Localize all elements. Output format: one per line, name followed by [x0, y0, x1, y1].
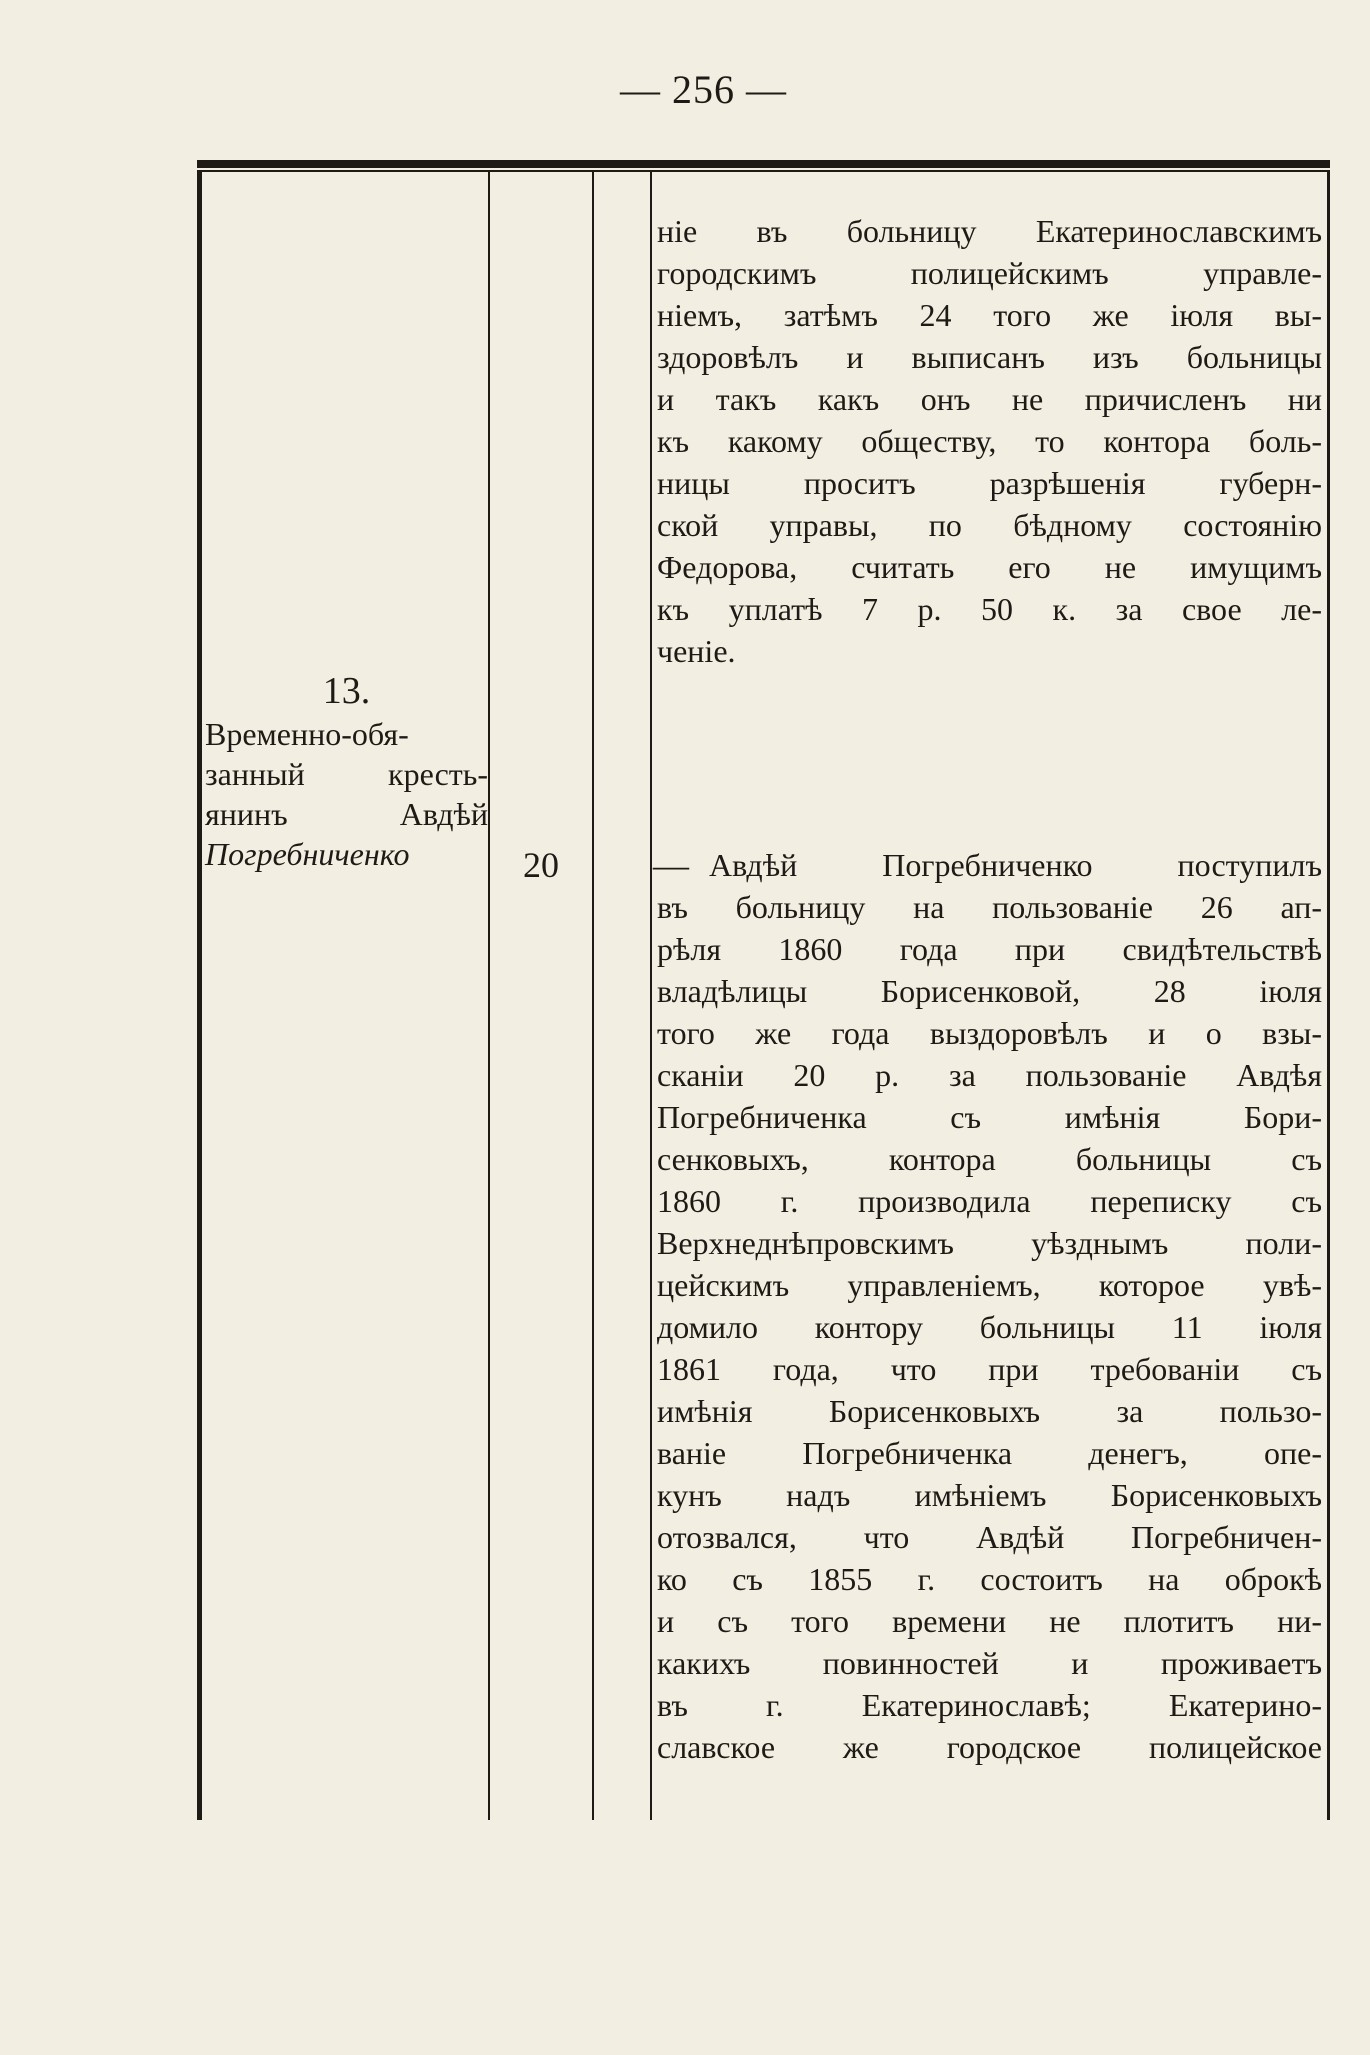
- text-line: ченіе.: [657, 633, 736, 669]
- text-line: 1860 г. производила переписку съ: [657, 1183, 1322, 1219]
- text-line: ко съ 1855 г. состоитъ на оброкѣ: [657, 1561, 1322, 1597]
- text-line: ницы проситъ разрѣшенія губерн-: [657, 465, 1322, 501]
- text-line: отозвался, что Авдѣй Погребничен-: [657, 1519, 1322, 1555]
- entry-text: [657, 844, 1322, 1768]
- page-number: — 256 —: [620, 67, 787, 112]
- entry-count: 20: [523, 845, 559, 885]
- text-line: владѣлицы Борисенковой, 28 іюля: [657, 973, 1322, 1009]
- text-line: 1861 года, что при требованіи съ: [657, 1351, 1322, 1387]
- text-line: въ г. Екатеринославѣ; Екатерино-: [657, 1687, 1322, 1723]
- text-line: какихъ повинностей и проживаетъ: [657, 1645, 1322, 1681]
- text-line: Авдѣй Погребниченко поступилъ: [709, 847, 1322, 883]
- text-line: городскимъ полицейскимъ управле-: [657, 255, 1322, 291]
- text-line: домило контору больницы 11 іюля: [657, 1309, 1322, 1345]
- text-line: ніемъ, затѣмъ 24 того же іюля вы-: [657, 297, 1322, 333]
- column-border-right: [1327, 170, 1330, 1820]
- column-border-left: [197, 170, 202, 1820]
- previous-entry-text: [657, 210, 1322, 672]
- table-top-rule: [197, 160, 1330, 168]
- text-line: здоровѣлъ и выписанъ изъ больницы: [657, 339, 1322, 375]
- text-line: въ больницу на пользованіе 26 ап-: [657, 889, 1322, 925]
- column-border-3: [650, 170, 652, 1820]
- column-border-2: [592, 170, 594, 1820]
- text-line: рѣля 1860 года при свидѣтельствѣ: [657, 931, 1322, 967]
- entry-number: 13.: [322, 670, 371, 712]
- text-line: сенковыхъ, контора больницы съ: [657, 1141, 1322, 1177]
- text-line: и съ того времени не плотитъ ни-: [657, 1603, 1322, 1639]
- entry-status-line: Временно-обя-: [205, 716, 409, 752]
- text-line: ваніе Погребниченка денегъ, опе-: [657, 1435, 1322, 1471]
- entry-dash: —: [653, 845, 689, 885]
- text-line: имѣнія Борисенковыхъ за пользо-: [657, 1393, 1322, 1429]
- text-line: кунъ надъ имѣніемъ Борисенковыхъ: [657, 1477, 1322, 1513]
- text-line: того же года выздоровѣлъ и о взы-: [657, 1015, 1322, 1051]
- text-line: славское же городское полицейское: [657, 1729, 1322, 1765]
- text-line: цейскимъ управленіемъ, которое увѣ-: [657, 1267, 1322, 1303]
- column-border-1: [488, 170, 490, 1820]
- text-line: сканіи 20 р. за пользованіе Авдѣя: [657, 1057, 1322, 1093]
- entry-surname: Погребниченко: [205, 836, 410, 872]
- text-line: Верхнеднѣпровскимъ уѣзднымъ поли-: [657, 1225, 1322, 1261]
- entry-status-line: янинъ Авдѣй: [205, 796, 488, 832]
- text-line: къ какому обществу, то контора боль-: [657, 423, 1322, 459]
- text-line: Погребниченка съ имѣнія Бори-: [657, 1099, 1322, 1135]
- text-line: Федорова, считать его не имущимъ: [657, 549, 1322, 585]
- text-line: къ уплатѣ 7 р. 50 к. за свое ле-: [657, 591, 1322, 627]
- entry-status-line: занный кресть-: [205, 756, 488, 792]
- entry-name-cell: [205, 668, 488, 874]
- register-table: [197, 160, 1330, 1820]
- table-top-rule-thin: [197, 170, 1330, 172]
- text-line: ской управы, по бѣдному состоянію: [657, 507, 1322, 543]
- text-line: и такъ какъ онъ не причисленъ ни: [657, 381, 1322, 417]
- text-line: ніе въ больницу Екатеринославскимъ: [657, 213, 1322, 249]
